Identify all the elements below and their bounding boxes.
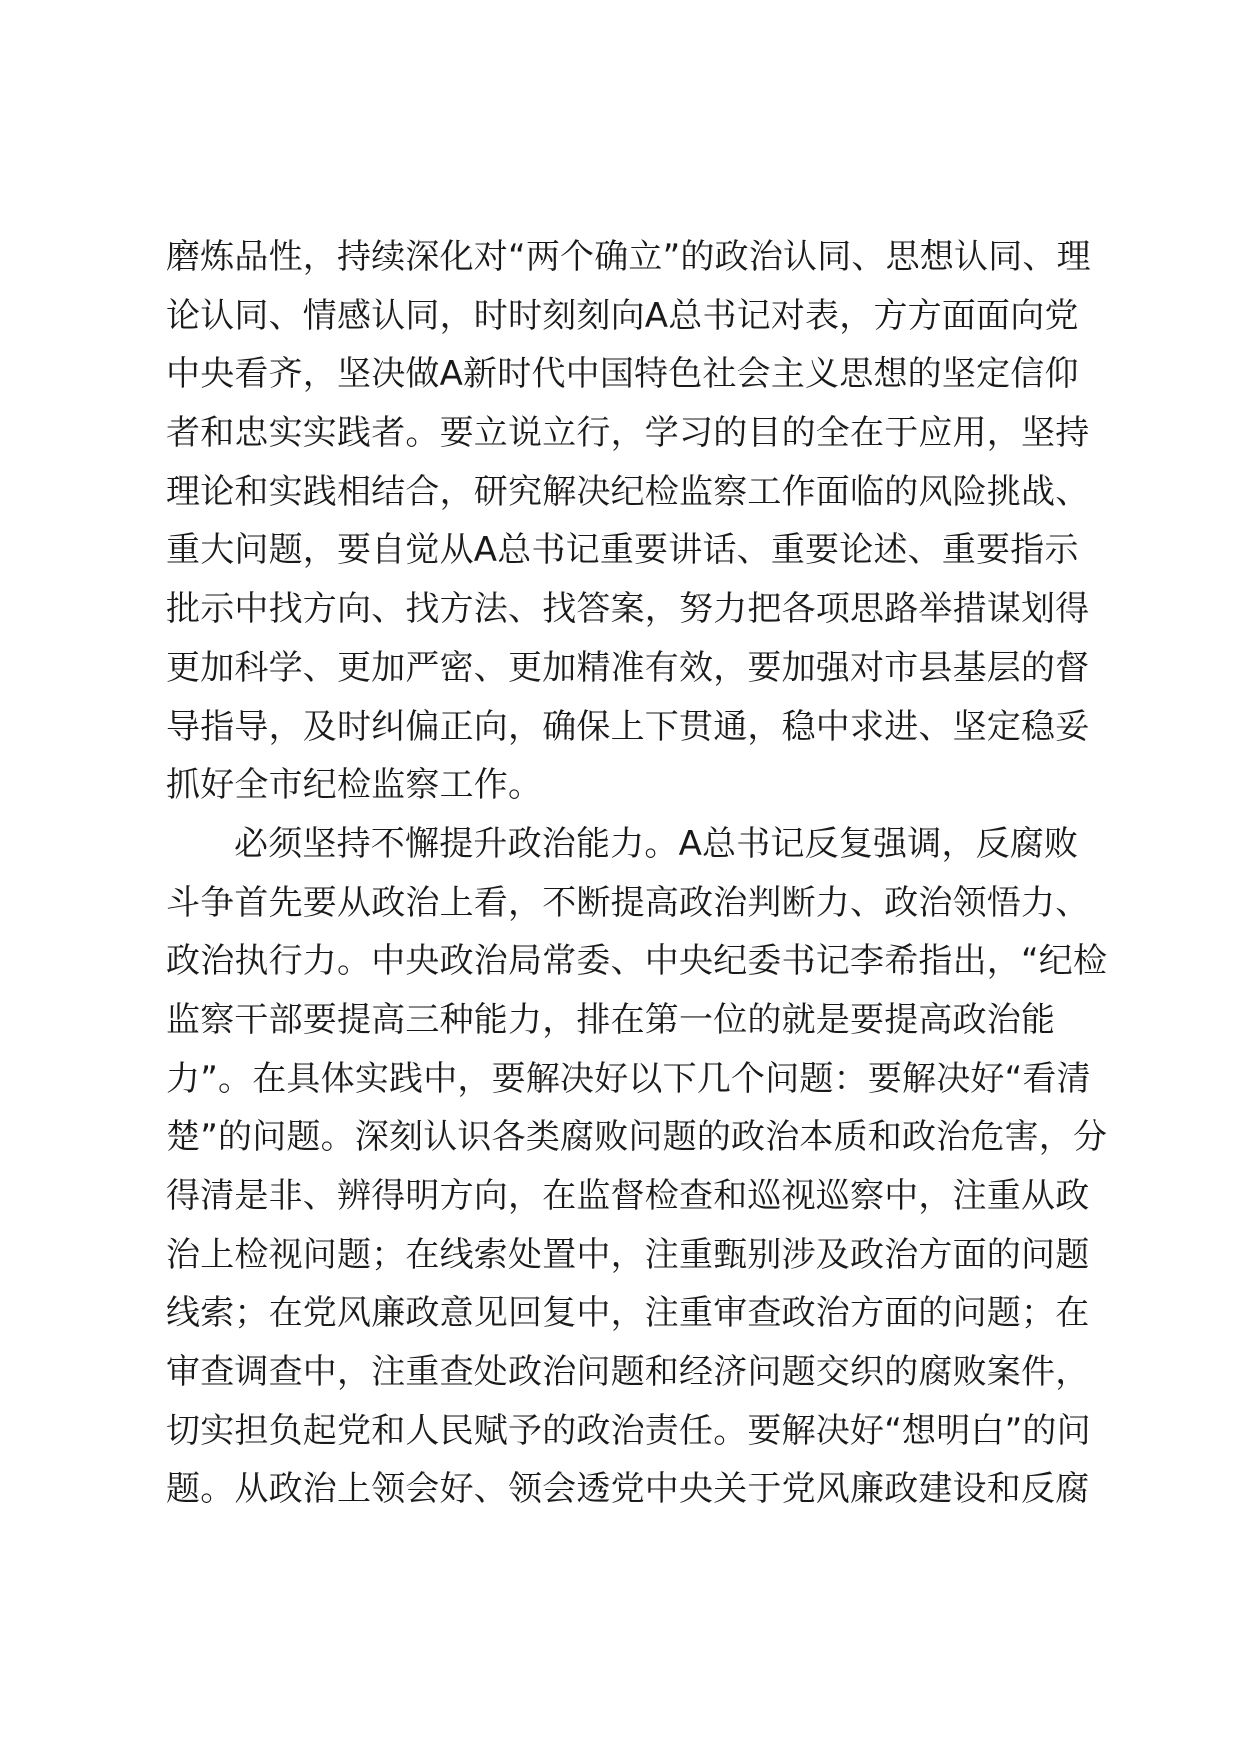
text-line: 磨炼品性，持续深化对“两个确立”的政治认同、思想认同、理 (166, 237, 1091, 277)
text-line: 政治执行力。中央政治局常委、中央纪委书记李希指出，“纪检 (166, 941, 1108, 982)
paragraph-start-line: 必须坚持不懈提升政治能力。A总书记反复强调，反腐败 (234, 823, 1079, 864)
text-line: 重大问题，要自觉从A总书记重要讲话、重要论述、重要指示 (166, 530, 1079, 571)
text-line: 治上检视问题；在线索处置中，注重甄别涉及政治方面的问题 (166, 1234, 1090, 1275)
text-line: 批示中找方向、找方法、找答案，努力把各项思路举措谋划得 (166, 589, 1090, 630)
text-line: 理论和实践相结合，研究解决纪检监察工作面临的风险挑战、 (166, 471, 1090, 512)
text-line: 题。从政治上领会好、领会透党中央关于党风廉政建设和反腐 (166, 1469, 1090, 1510)
body-text (166, 228, 1108, 1519)
text-line: 导指导，及时纠偏正向，确保上下贯通，稳中求进、坚定稳妥 (166, 706, 1090, 747)
text-line: 楚”的问题。深刻认识各类腐败问题的政治本质和政治危害，分 (166, 1117, 1108, 1158)
text-line: 中央看齐，坚决做A新时代中国特色社会主义思想的坚定信仰 (166, 354, 1079, 395)
text-line: 力”。在具体实践中，要解决好以下几个问题：要解决好“看清 (166, 1058, 1091, 1099)
text-line: 监察干部要提高三种能力，排在第一位的就是要提高政治能 (166, 999, 1056, 1040)
text-line: 得清是非、辨得明方向，在监督检查和巡视巡察中，注重从政 (166, 1176, 1090, 1216)
text-line: 切实担负起党和人民赋予的政治责任。要解决好“想明白”的问 (166, 1410, 1091, 1451)
text-line: 审查调查中，注重查处政治问题和经济问题交织的腐败案件， (166, 1352, 1090, 1393)
text-line: 者和忠实实践者。要立说立行，学习的目的全在于应用，坚持 (166, 413, 1090, 454)
text-line: 线索；在党风廉政意见回复中，注重审查政治方面的问题；在 (166, 1293, 1090, 1334)
text-line: 论认同、情感认同，时时刻刻向A总书记对表，方方面面向党 (166, 295, 1079, 336)
text-line: 斗争首先要从政治上看，不断提高政治判断力、政治领悟力、 (166, 882, 1090, 923)
text-line: 更加科学、更加严密、更加精准有效，要加强对市县基层的督 (166, 647, 1090, 688)
text-line: 抓好全市纪检监察工作。 (166, 765, 543, 806)
